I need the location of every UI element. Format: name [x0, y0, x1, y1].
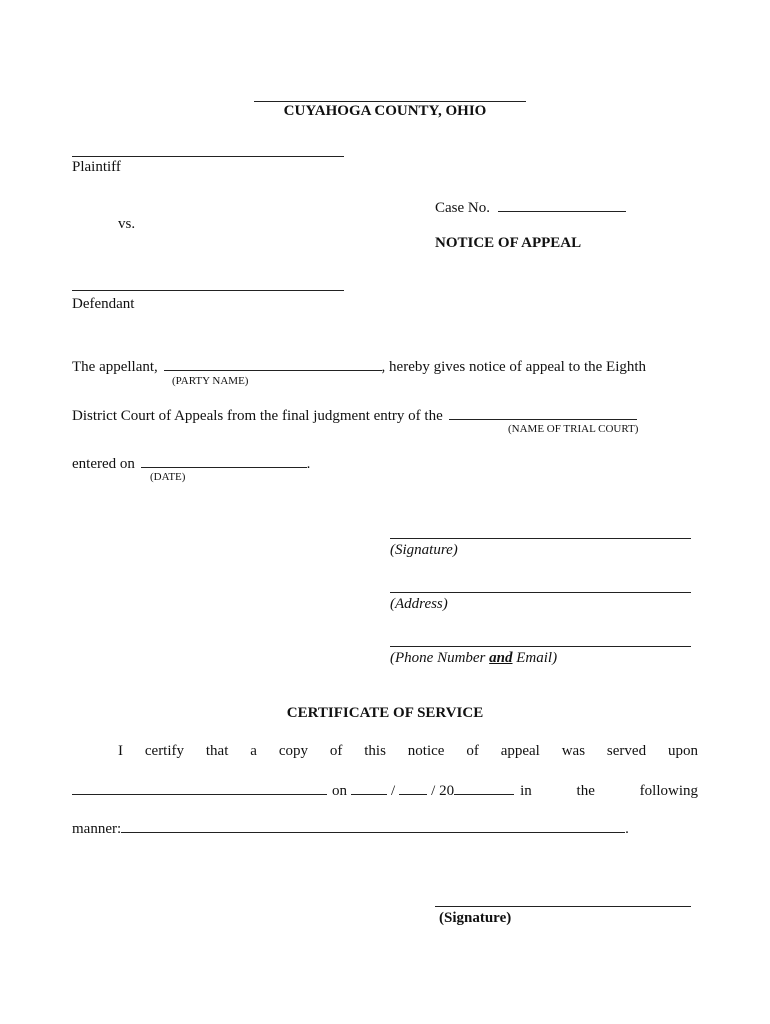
signature-label: (Signature)	[390, 542, 458, 558]
phone-label-and: and	[489, 650, 513, 666]
cert-word: this	[364, 743, 386, 759]
cert-slash-1: /	[391, 783, 396, 799]
signature-blank-line[interactable]	[390, 538, 691, 539]
date-hint: (DATE)	[150, 471, 186, 483]
cert-on-label: on	[332, 783, 347, 799]
manner-blank[interactable]	[121, 818, 625, 833]
appellant-line-end: , hereby gives notice of appeal to the Eighth	[381, 359, 647, 375]
cert-word: certify	[144, 743, 185, 759]
cert-word: copy	[278, 743, 308, 759]
cert-word: of	[466, 743, 479, 759]
certificate-line-2	[72, 780, 698, 800]
entered-on-line	[72, 453, 310, 473]
address-label: (Address)	[390, 596, 448, 612]
trial-court-blank[interactable]	[449, 405, 637, 420]
appellant-line	[72, 356, 646, 376]
manner-end: .	[625, 821, 629, 837]
cert-slash-2: / 20	[431, 783, 455, 799]
date-blank[interactable]	[141, 453, 307, 468]
cert-word: of	[329, 743, 343, 759]
service-month-blank[interactable]	[351, 780, 387, 795]
served-party-blank[interactable]	[72, 780, 327, 795]
phone-label-end: Email)	[516, 650, 558, 666]
party-name-blank[interactable]	[164, 356, 382, 371]
entered-on-end: .	[306, 456, 311, 472]
manner-label: manner:	[72, 821, 122, 837]
certificate-signature-blank-line[interactable]	[435, 906, 691, 907]
defendant-blank-line[interactable]	[72, 290, 344, 291]
certificate-line-1	[118, 743, 698, 760]
cert-word: following	[639, 783, 698, 799]
phone-email-label	[390, 650, 557, 667]
vs-label: vs.	[118, 216, 136, 232]
appellant-line-start: The appellant,	[72, 359, 158, 375]
cert-word: upon	[667, 743, 698, 759]
county-blank-line[interactable]	[254, 101, 526, 102]
case-number-row	[435, 197, 626, 217]
certificate-signature-label: (Signature)	[439, 910, 512, 926]
cert-word: I	[118, 743, 123, 759]
certificate-line-2-words	[520, 783, 698, 800]
entered-on-label: entered on	[72, 456, 135, 472]
address-blank-line[interactable]	[390, 592, 691, 593]
cert-word: was	[561, 743, 586, 759]
cert-word: notice	[407, 743, 445, 759]
service-year-blank[interactable]	[454, 780, 514, 795]
case-number-label: Case No.	[435, 200, 490, 216]
cert-word: a	[250, 743, 257, 759]
cert-word: that	[205, 743, 229, 759]
phone-email-blank-line[interactable]	[390, 646, 691, 647]
defendant-label: Defendant	[72, 296, 135, 312]
case-number-blank[interactable]	[498, 197, 626, 212]
cert-word: served	[606, 743, 647, 759]
certificate-title: CERTIFICATE OF SERVICE	[286, 705, 484, 721]
certificate-line-3	[72, 818, 629, 838]
trial-court-line	[72, 405, 637, 425]
phone-label-start: (Phone Number	[390, 650, 486, 666]
trial-court-hint: (NAME OF TRIAL COURT)	[508, 423, 639, 435]
trial-court-line-start: District Court of Appeals from the final judgment entry of the	[72, 408, 443, 424]
service-day-blank[interactable]	[399, 780, 427, 795]
plaintiff-label: Plaintiff	[72, 159, 121, 175]
party-name-hint: (PARTY NAME)	[172, 375, 249, 387]
cert-word: appeal	[500, 743, 540, 759]
cert-word: in	[520, 783, 532, 799]
plaintiff-blank-line[interactable]	[72, 156, 344, 157]
county-heading: CUYAHOGA COUNTY, OHIO	[283, 103, 487, 119]
document-title: NOTICE OF APPEAL	[435, 235, 582, 251]
cert-word: the	[576, 783, 595, 799]
